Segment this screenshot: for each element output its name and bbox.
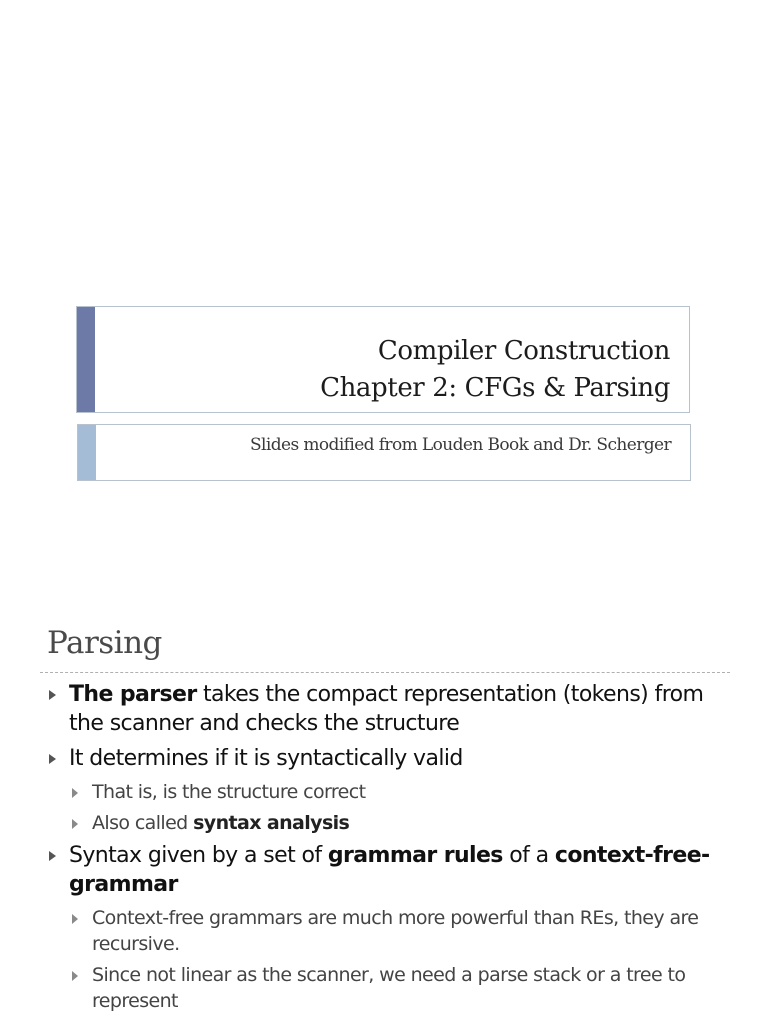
title-line-2: Chapter 2: CFGs & Parsing [320,373,670,403]
bullet-bold-text: grammar rules [327,843,503,868]
bullet-item [0,841,768,899]
bullet-arrow-icon [72,914,78,924]
bullet-text: Syntax given by a set of [69,843,328,868]
bullet-text: It determines if it is syntactically valid [69,746,463,771]
slide-subtitle: Slides modified from Louden Book and Dr. Scherger [250,435,671,455]
bullet-text: Since not linear as the scanner, we need a parse stack or a tree to represent [92,964,686,1012]
bullet-arrow-icon [49,851,56,861]
bullet-arrow-icon [72,971,78,981]
bullet-bold-text: The [69,682,120,707]
bullet-text: of a [502,843,555,868]
bullet-item [0,680,768,738]
bullet-bold-text: parser [119,682,197,707]
slide-heading: Parsing [47,625,162,661]
bullet-arrow-icon [72,788,78,798]
sub-bullet-item [0,810,768,836]
title-line-1: Compiler Construction [377,336,670,366]
slide-title [320,333,670,407]
bullet-text: takes the compact representation (tokens) from the scanner and checks the structure [69,682,704,736]
bullet-text: That is, is the structure correct [92,781,366,803]
title-box [76,306,690,413]
bullet-arrow-icon [49,690,56,700]
sub-bullet-item [0,779,768,805]
bullet-bold-text: syntax analysis [193,812,350,834]
bullet-list [0,680,768,1019]
bullet-arrow-icon [49,754,56,764]
subtitle-accent-bar [78,425,96,480]
sub-bullet-item [0,905,768,957]
bullet-text: Also called [92,812,194,834]
bullet-bold-text: context-free-grammar [69,843,710,897]
heading-divider [40,672,730,673]
subtitle-box [77,424,691,481]
bullet-item [0,744,768,773]
sub-bullet-item [0,962,768,1014]
bullet-text: Context-free grammars are much more powerful than REs, they are recursive. [92,907,699,955]
title-accent-bar [77,307,95,412]
bullet-arrow-icon [72,819,78,829]
